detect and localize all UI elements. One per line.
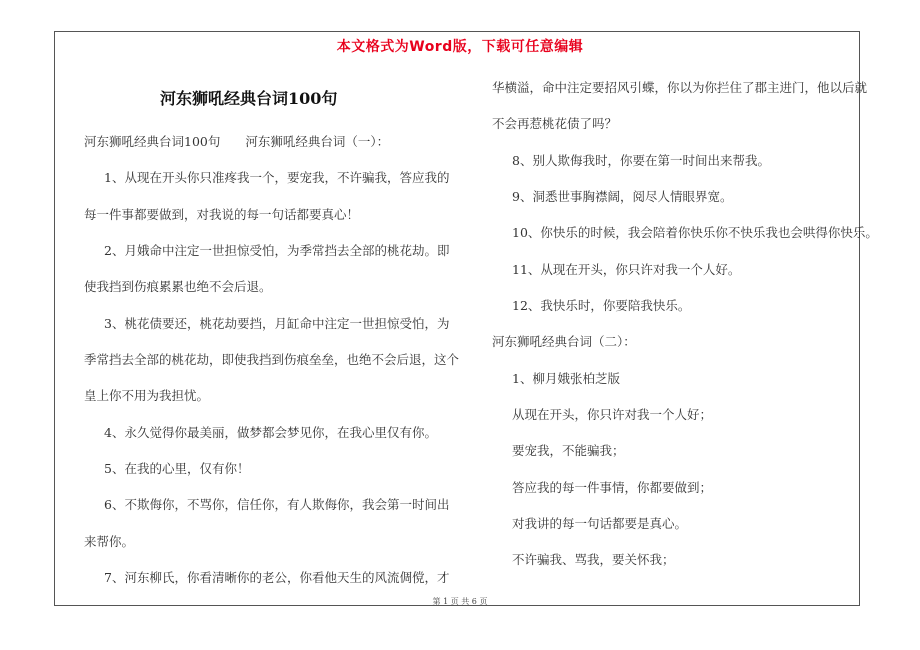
left-paragraph-line: 6、不欺侮你，不骂你，信任你，有人欺侮你，我会第一时间出 — [104, 497, 450, 512]
right-paragraph-line: 1、柳月娥张柏芝版 — [512, 371, 620, 386]
page-title: 河东狮吼经典台词100句 — [160, 89, 338, 108]
left-paragraph-line: 1、从现在开头你只准疼我一个，要宠我，不许骗我，答应我的 — [104, 170, 450, 185]
right-paragraph-line: 8、别人欺侮我时，你要在第一时间出来帮我。 — [512, 153, 770, 168]
right-paragraph-line: 不许骗我、骂我，要关怀我； — [512, 552, 675, 567]
right-paragraph-line: 12、我快乐时，你要陪我快乐。 — [512, 298, 691, 313]
right-paragraph-line: 不会再惹桃花债了吗？ — [492, 116, 618, 131]
left-paragraph-line: 3、桃花债要还，桃花劫要挡，月缸命中注定一世担惊受怕，为 — [104, 316, 450, 331]
left-paragraph-line: 来帮你。 — [84, 534, 135, 549]
right-paragraph-line: 答应我的每一件事情，你都要做到； — [512, 480, 713, 495]
left-paragraph-line: 季常挡去全部的桃花劫，即使我挡到伤痕垒垒，也绝不会后退，这个 — [84, 352, 460, 367]
right-paragraph-line: 10、你快乐的时候，我会陪着你快乐你不快乐我也会哄得你快乐。 — [512, 225, 878, 240]
left-paragraph-line: 7、河东柳氏，你看清晰你的老公，你看他天生的风流倜傥，才 — [104, 570, 450, 585]
right-paragraph-line: 11、从现在开头，你只许对我一个人好。 — [512, 262, 741, 277]
page-number-footer: 第 1 页 共 6 页 — [432, 597, 488, 606]
right-paragraph-line: 从现在开头，你只许对我一个人好； — [512, 407, 713, 422]
right-paragraph-line: 对我讲的每一句话都要是真心。 — [512, 516, 688, 531]
left-paragraph-line: 皇上你不用为我担忧。 — [84, 388, 210, 403]
left-paragraph-line: 2、月娥命中注定一世担惊受怕，为季常挡去全部的桃花劫。即 — [104, 243, 450, 258]
right-paragraph-line: 华横溢，命中注定要招风引蝶，你以为你拦住了郡主进门，他以后就 — [492, 80, 868, 95]
left-paragraph-line: 4、永久觉得你最美丽，做梦都会梦见你，在我心里仅有你。 — [104, 425, 437, 440]
right-paragraph-line: 9、洞悉世事胸襟阔，阅尽人情眼界宽。 — [512, 189, 733, 204]
left-paragraph-line: 5、在我的心里，仅有你！ — [104, 461, 250, 476]
left-paragraph-line: 使我挡到伤痕累累也绝不会后退。 — [84, 279, 272, 294]
right-paragraph-line: 河东狮吼经典台词（二）： — [492, 334, 636, 349]
word-format-banner: 本文格式为Word版，下载可任意编辑 — [336, 39, 584, 55]
left-paragraph-line: 每一件事都要做到，对我说的每一句话都要真心！ — [84, 207, 360, 222]
left-paragraph-line: 河东狮吼经典台词100句 河东狮吼经典台词（一）： — [84, 134, 390, 149]
right-paragraph-line: 要宠我，不能骗我； — [512, 443, 625, 458]
